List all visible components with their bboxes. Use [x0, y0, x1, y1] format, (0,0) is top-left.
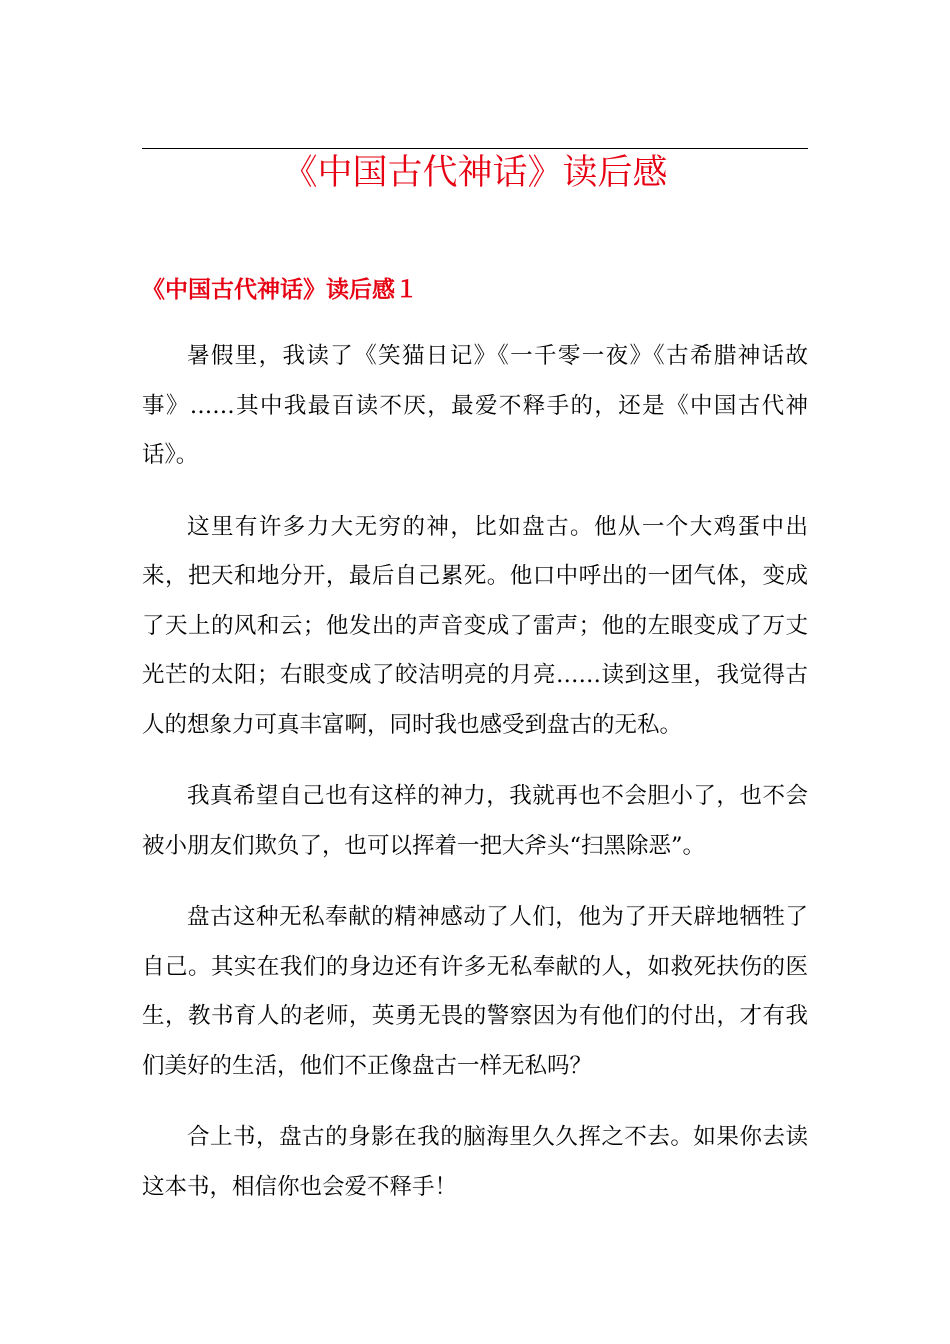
- document-title: 《中国古代神话》读后感: [282, 153, 668, 193]
- paragraph: 这里有许多力大无穷的神，比如盘古。他从一个大鸡蛋中出来，把天和地分开，最后自己累死。他口中呼出的一团气体，变成了天上的风和云；他发出的声音变成了雷声；他的左眼变成了万丈光芒的太阳；右眼变成了皎洁明亮的月亮……读到这里，我觉得古人的想象力可真丰富啊，同时我也感受到盘古的无私。: [142, 513, 808, 738]
- paragraph: 我真希望自己也有这样的神力，我就再也不会胆小了，也不会被小朋友们欺负了，也可以挥着一把大斧头“扫黑除恶”。: [142, 783, 808, 859]
- paragraph: 暑假里，我读了《笑猫日记》《一千零一夜》《古希腊神话故事》……其中我最百读不厌，最爱不释手的，还是《中国古代神话》。: [142, 343, 808, 468]
- document-body: [142, 332, 808, 1234]
- paragraph: 盘古这种无私奉献的精神感动了人们，他为了开天辟地牺牲了自己。其实在我们的身边还有许多无私奉献的人，如救死扶伤的医生，教书育人的老师，英勇无畏的警察因为有他们的付出，才有我们美好的生活，他们不正像盘古一样无私吗？: [142, 904, 808, 1079]
- paragraph: 合上书，盘古的身影在我的脑海里久久挥之不去。如果你去读这本书，相信你也会爱不释手！: [142, 1124, 808, 1200]
- section-heading: 《中国古代神话》读后感１: [142, 277, 418, 303]
